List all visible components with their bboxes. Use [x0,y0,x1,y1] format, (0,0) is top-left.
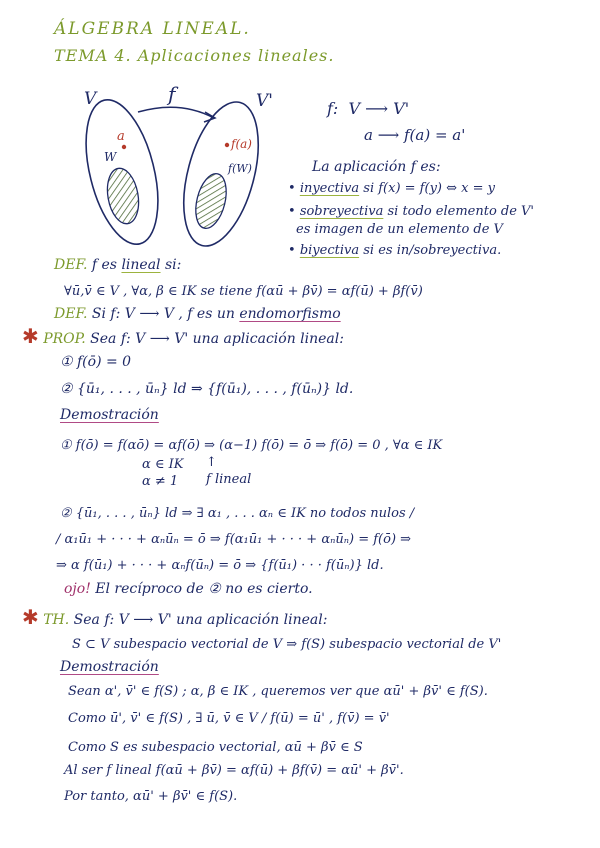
proof1-line1: ① f(ō) = f(αō) = αf(ō) ⇒ (α−1) f(ō) = ō ⇒ f(ō) = 0 , ∀α ∈ IK [60,438,443,453]
proof1-note3: f lineal [206,472,252,487]
def-lineal: DEF. f es lineal si: [54,257,182,273]
point-fa [225,143,229,147]
proof2-line3: Como S es subespacio vectorial, αū + βv̄ ∈ S [68,740,363,755]
page-title: ÁLGEBRA LINEAL. [54,19,251,39]
mapping-line2: a ⟶ f(a) = a' [364,126,466,144]
proof1-line3: / α₁ū₁ + · · · + αₙūₙ = ō ⇒ f(α₁ū₁ + · · · + αₙūₙ) = f(ō) ⇒ [56,532,412,547]
label-f: f [168,82,176,106]
prop-heading: ✱ PROP. Sea f: V ⟶ V' una aplicación lineal: [22,324,344,348]
prop-injective: • inyectiva si f(x) = f(y) ⇔ x = y [288,181,495,196]
prop-surjective: • sobreyectiva si todo elemento de V' [288,204,535,219]
set-vp-ellipse [170,94,272,254]
label-v: V [84,89,97,109]
prop-item-2: ② {ū₁, . . . , ūₙ} ld ⇒ {f(ū₁), . . . , f(ūₙ)} ld. [60,381,354,397]
point-a [122,145,126,149]
proof1-note2: α ≠ 1 [142,474,179,489]
mapping-arrow [138,107,214,118]
proof2-line2: Como ū', v̄' ∈ f(S) , ∃ ū, v̄ ∈ V / f(ū) = ū' , f(v̄) = v̄' [68,711,390,726]
label-vp: V' [256,91,273,111]
prop-bijective: • biyectiva si es in/sobreyectiva. [288,243,502,258]
label-fw: f(W) [228,162,252,175]
theorem-statement: S ⊂ V subespacio vectorial de V ⇒ f(S) subespacio vectorial de V' [72,637,502,652]
proof-heading-2: Demostración [60,659,159,675]
subspace-w [103,166,142,226]
proof1-note-arrow: ↑ [206,455,217,470]
topic-title: TEMA 4. Aplicaciones lineales. [54,46,335,65]
proof2-line1: Sean α', v̄' ∈ f(S) ; α, β ∈ IK , queremos ver que αū' + βv̄' ∈ f(S). [68,684,488,699]
def-lineal-formula: ∀ū,v̄ ∈ V , ∀α, β ∈ IK se tiene f(αū + βv̄) = αf(ū) + βf(v̄) [64,284,423,299]
prop-surjective-cont: es imagen de un elemento de V [296,222,503,237]
subspace-fw [191,170,232,231]
proof2-line4: Al ser f lineal f(αū + βv̄) = αf(ū) + βf(v̄) = αū' + βv̄'. [64,763,404,778]
label-w: W [104,150,117,164]
proof1-line2: ② {ū₁, . . . , ūₙ} ld ⇒ ∃ α₁ , . . . αₙ ∈ IK no todos nulos / [60,506,415,521]
mapping-line1: f: V ⟶ V' [327,99,410,118]
props-intro: La aplicación f es: [312,159,441,175]
prop-item-1: ① f(ō) = 0 [60,354,132,370]
proof1-line4: ⇒ α f(ū₁) + · · · + αₙf(ūₙ) = ō ⇒ {f(ū₁) · · · f(ūₙ)} ld. [56,558,384,573]
proof2-line5: Por tanto, αū' + βv̄' ∈ f(S). [64,789,238,804]
def-endomorfismo: DEF. Si f: V ⟶ V , f es un endomorfismo [54,306,341,322]
proof-heading-1: Demostración [60,407,159,423]
theorem-heading: ✱ TH. Sea f: V ⟶ V' una aplicación lineal: [22,605,328,629]
proof1-note1: α ∈ IK [142,457,184,472]
proof1-ojo: ojo! El recíproco de ② no es cierto. [64,581,313,597]
label-fa: f(a) [231,137,252,151]
label-a: a [117,129,125,144]
